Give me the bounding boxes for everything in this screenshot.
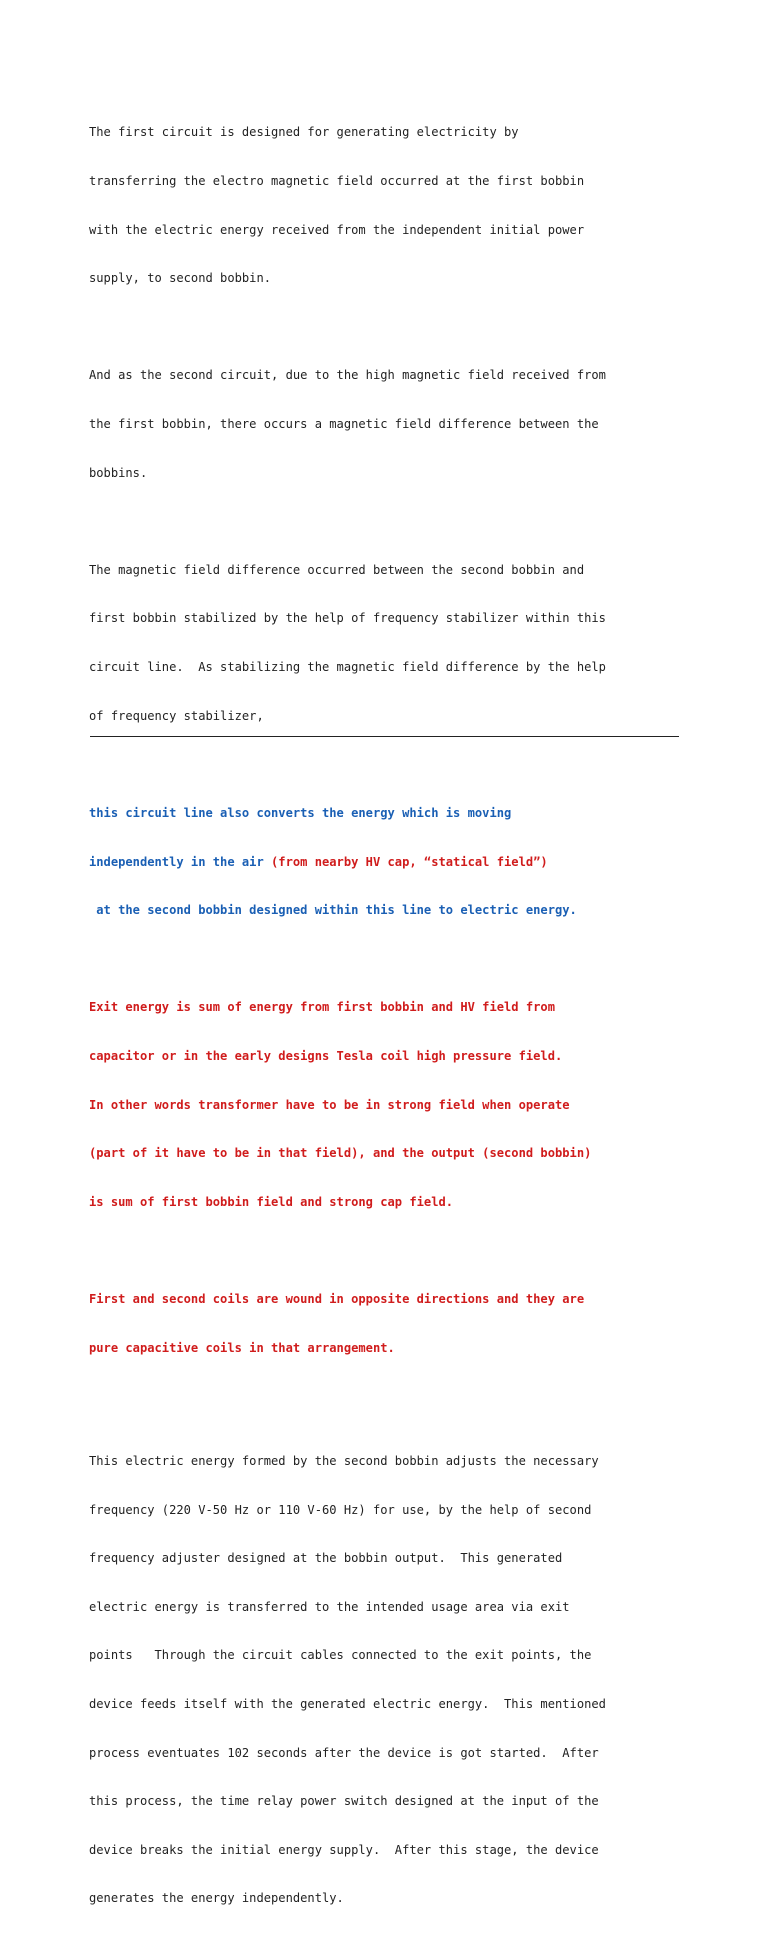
highlight-line-red: Exit energy is sum of energy from first bobbin and HV field from [89,1000,555,1015]
text-line: this process, the time relay power switch designed at the input of the [89,1794,599,1809]
highlight-line-red: (part of it have to be in that field), and the output (second bobbin) [89,1146,592,1161]
text-line: bobbins. [89,465,148,480]
text-line: process eventuates 102 seconds after the device is got started. After [89,1745,599,1760]
highlight-line-red: capacitor or in the early designs Tesla coil high pressure field. [89,1048,563,1063]
paragraph-field-difference [89,529,689,756]
paragraph-coils [89,1259,689,1389]
text-line: device breaks the initial energy supply. After this stage, the device [89,1842,599,1857]
highlight-line-blue: at the second bobbin designed within this line to electric energy. [89,903,577,918]
text-line: transferring the electro magnetic field occurred at the first bobbin [89,174,585,189]
paragraph-energy-conversion [89,772,689,950]
paragraph-frequency-adjust [89,1421,689,1940]
text-line: electric energy is transferred to the intended usage area via exit [89,1599,570,1614]
text-line: points Through the circuit cables connected to the exit points, the [89,1648,592,1663]
text-line: frequency (220 V-50 Hz or 110 V-60 Hz) for use, by the help of second [89,1502,592,1517]
highlight-line-blue: this circuit line also converts the energy which is moving [89,805,512,820]
paragraph-first-circuit [89,92,689,319]
highlight-line-red: pure capacitive coils in that arrangement. [89,1340,395,1355]
highlight-line-red: In other words transformer have to be in strong field when operate [89,1097,570,1112]
text-line: the first bobbin, there occurs a magnetic field difference between the [89,417,599,432]
text-line: first bobbin stabilized by the help of frequency stabilizer within this [89,611,606,626]
highlight-text-red: (from nearby HV cap, “statical field”) [271,854,548,869]
text-line: supply, to second bobbin. [89,271,272,286]
highlight-line-red: First and second coils are wound in opposite directions and they are [89,1291,585,1306]
text-line: device feeds itself with the generated electric energy. This mentioned [89,1697,606,1711]
text-line: The magnetic field difference occurred between the second bobbin and [89,562,585,577]
text-line: The first circuit is designed for generating electricity by [89,125,519,140]
blank-line [89,1404,689,1420]
text-line: of frequency stabilizer, [89,708,264,723]
paragraph-exit-energy [89,967,689,1242]
text-line: with the electric energy received from the independent initial power [89,222,585,237]
text-line: frequency adjuster designed at the bobbin output. This generated [89,1551,563,1566]
text-line: This electric energy formed by the second bobbin adjusts the necessary [89,1453,599,1468]
text-line: circuit line. As stabilizing the magnetic field difference by the help [89,660,606,675]
horizontal-divider [90,736,679,737]
text-line: And as the second circuit, due to the high magnetic field received from [89,368,606,383]
paragraph-second-circuit [89,335,689,513]
highlight-text-blue: independently in the air [89,854,272,869]
mixed-color-line [89,854,689,870]
highlight-line-red: is sum of first bobbin field and strong cap field. [89,1194,454,1209]
text-line: generates the energy independently. [89,1891,344,1906]
